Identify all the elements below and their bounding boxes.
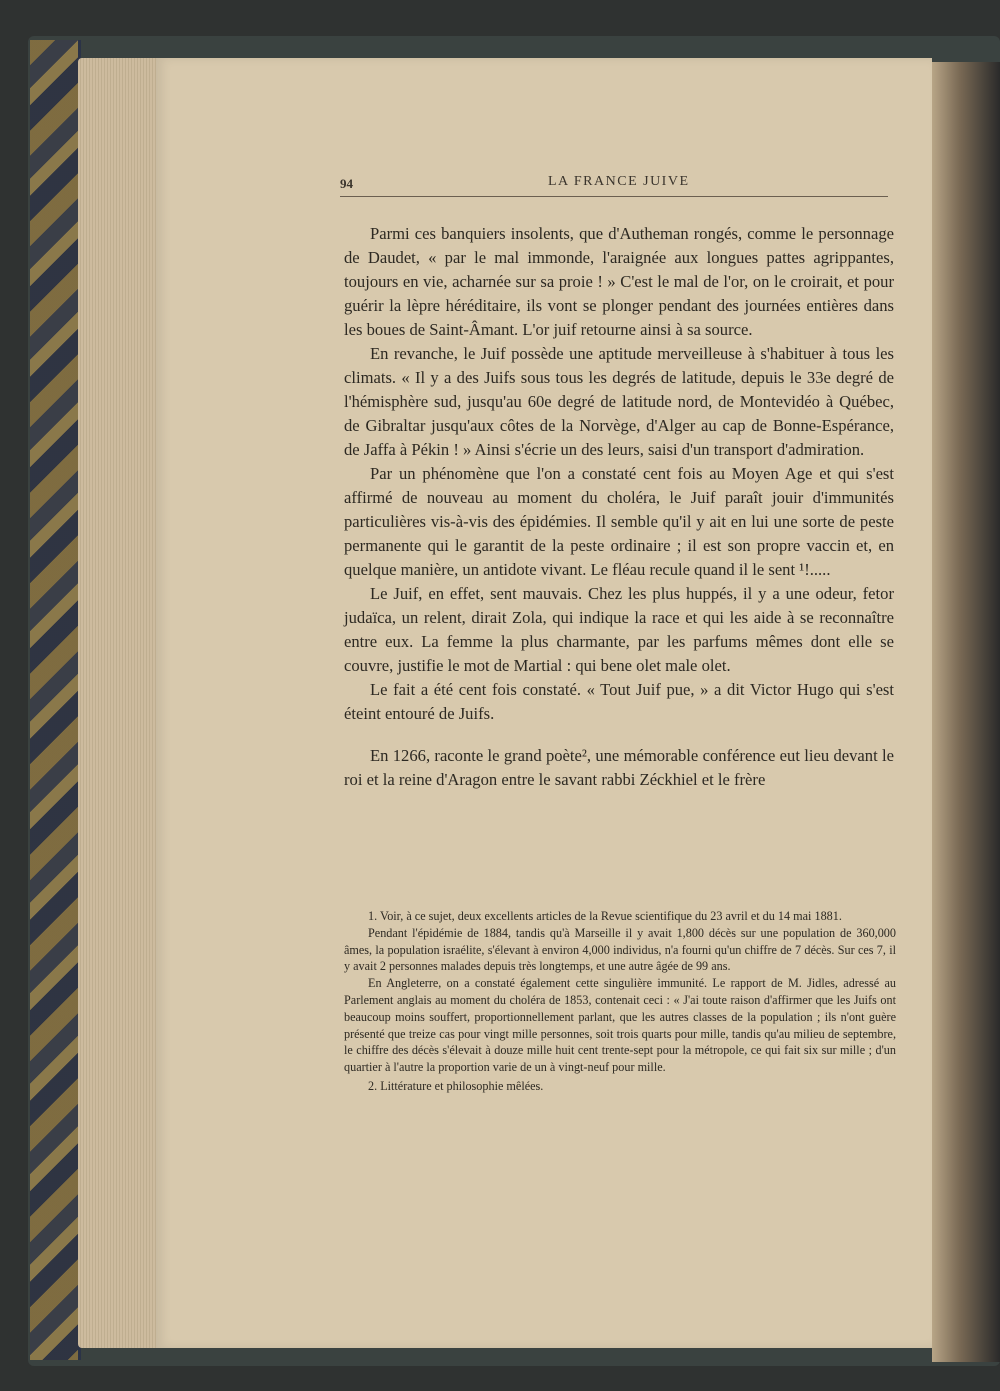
body-text xyxy=(344,222,894,792)
page-edges xyxy=(78,58,158,1348)
footnotes xyxy=(344,908,896,1095)
footnote-1-continued: Pendant l'épidémie de 1884, tandis qu'à Marseille il y avait 1,800 décès sur une population de 360,000 âmes, la population israélite, s'élevant à environ 4,000 individus, n'a fourni qu'un chiffre de 7 décès. Sur ces 7, il y avait 2 personnes malades depuis très longtemps, et une autre âgée de 99 ans. xyxy=(344,925,896,974)
paragraph: Par un phénomène que l'on a constaté cent fois au Moyen Age et qui s'est affirmé de nouveau au moment du choléra, le Juif paraît jouir d'immunités particulières vis-à-vis des épidémies. Il semble qu'il y ait en lui une sorte de peste permanente qui le garantit de la peste ordinaire ; il est son propre vaccin et, en quelque manière, un antidote vivant. Le fléau recule quand il le sent ¹!..... xyxy=(344,464,894,579)
footnote-2: 2. Littérature et philosophie mêlées. xyxy=(368,1078,544,1093)
paragraph: Le Juif, en effet, sent mauvais. Chez les plus huppés, il y a une odeur, fetor judaïca, un relent, dirait Zola, qui indique la race et qui les aide à se reconnaître entre eux. La femme la plus charmante, par les parfums mêmes dont elle se couvre, justifie le mot de Martial : qui bene olet male olet. xyxy=(344,584,894,675)
paragraph: En revanche, le Juif possède une aptitude merveilleuse à s'habituer à tous les climats. « Il y a des Juifs sous tous les degrés de latitude, depuis le 33e degré de l'hémisphère sud, jusqu'au 60e degré de latitude nord, de Montevidéo à Québec, de Gibraltar jusqu'aux côtes de la Norvège, d'Alger au cap de Bonne-Espérance, de Jaffa à Pékin ! » Ainsi s'écrie un des leurs, saisi d'un transport d'admiration. xyxy=(344,344,894,459)
running-title: LA FRANCE JUIVE xyxy=(548,174,690,189)
marbled-endpaper xyxy=(30,40,81,1360)
paragraph: Le fait a été cent fois constaté. « Tout Juif pue, » a dit Victor Hugo qui s'est éteint entouré de Juifs. xyxy=(344,680,894,723)
paragraph: En 1266, raconte le grand poète², une mémorable conférence eut lieu devant le roi et la reine d'Aragon entre le savant rabbi Zéckhiel et le frère xyxy=(344,746,894,789)
page-number: 94 xyxy=(340,176,353,191)
footnote-1-continued: En Angleterre, on a constaté également cette singulière immunité. Le rapport de M. Jidles, adressé au Parlement anglais au moment du choléra de 1853, contenait ceci : « J'ai toute raison d'affirmer que les Juifs ont beaucoup moins souffert, proportionnellement parlant, que les autres classes de la population ; ils n'ont guère présenté que treize cas pour vingt mille personnes, soit trois quarts pour mille, tandis qu'au milieu de septembre, le chiffre des décès s'élevait à douze mille huit cent trente-sept pour la métropole, ce qui fait six sur mille ; d'un quartier à l'autre la proportion varie de un à vingt-neuf pour mille. xyxy=(344,976,896,1075)
running-head xyxy=(340,174,890,196)
header-rule xyxy=(340,196,888,197)
facing-page-edge xyxy=(932,62,1000,1362)
paragraph: Parmi ces banquiers insolents, que d'Autheman rongés, comme le personnage de Daudet, « par le mal immonde, l'araignée aux longues pattes agrippantes, toujours en vie, acharnée sur sa proie ! » C'est le mal de l'or, on le croirait, et pour guérir la lèpre héréditaire, ils vont se plonger pendant des journées entières dans les boues de Saint-Âmant. L'or juif retourne ainsi à sa source. xyxy=(344,224,894,339)
footnote-1: 1. Voir, à ce sujet, deux excellents articles de la Revue scientifique du 23 avril et du 14 mai 1881. xyxy=(368,909,842,923)
